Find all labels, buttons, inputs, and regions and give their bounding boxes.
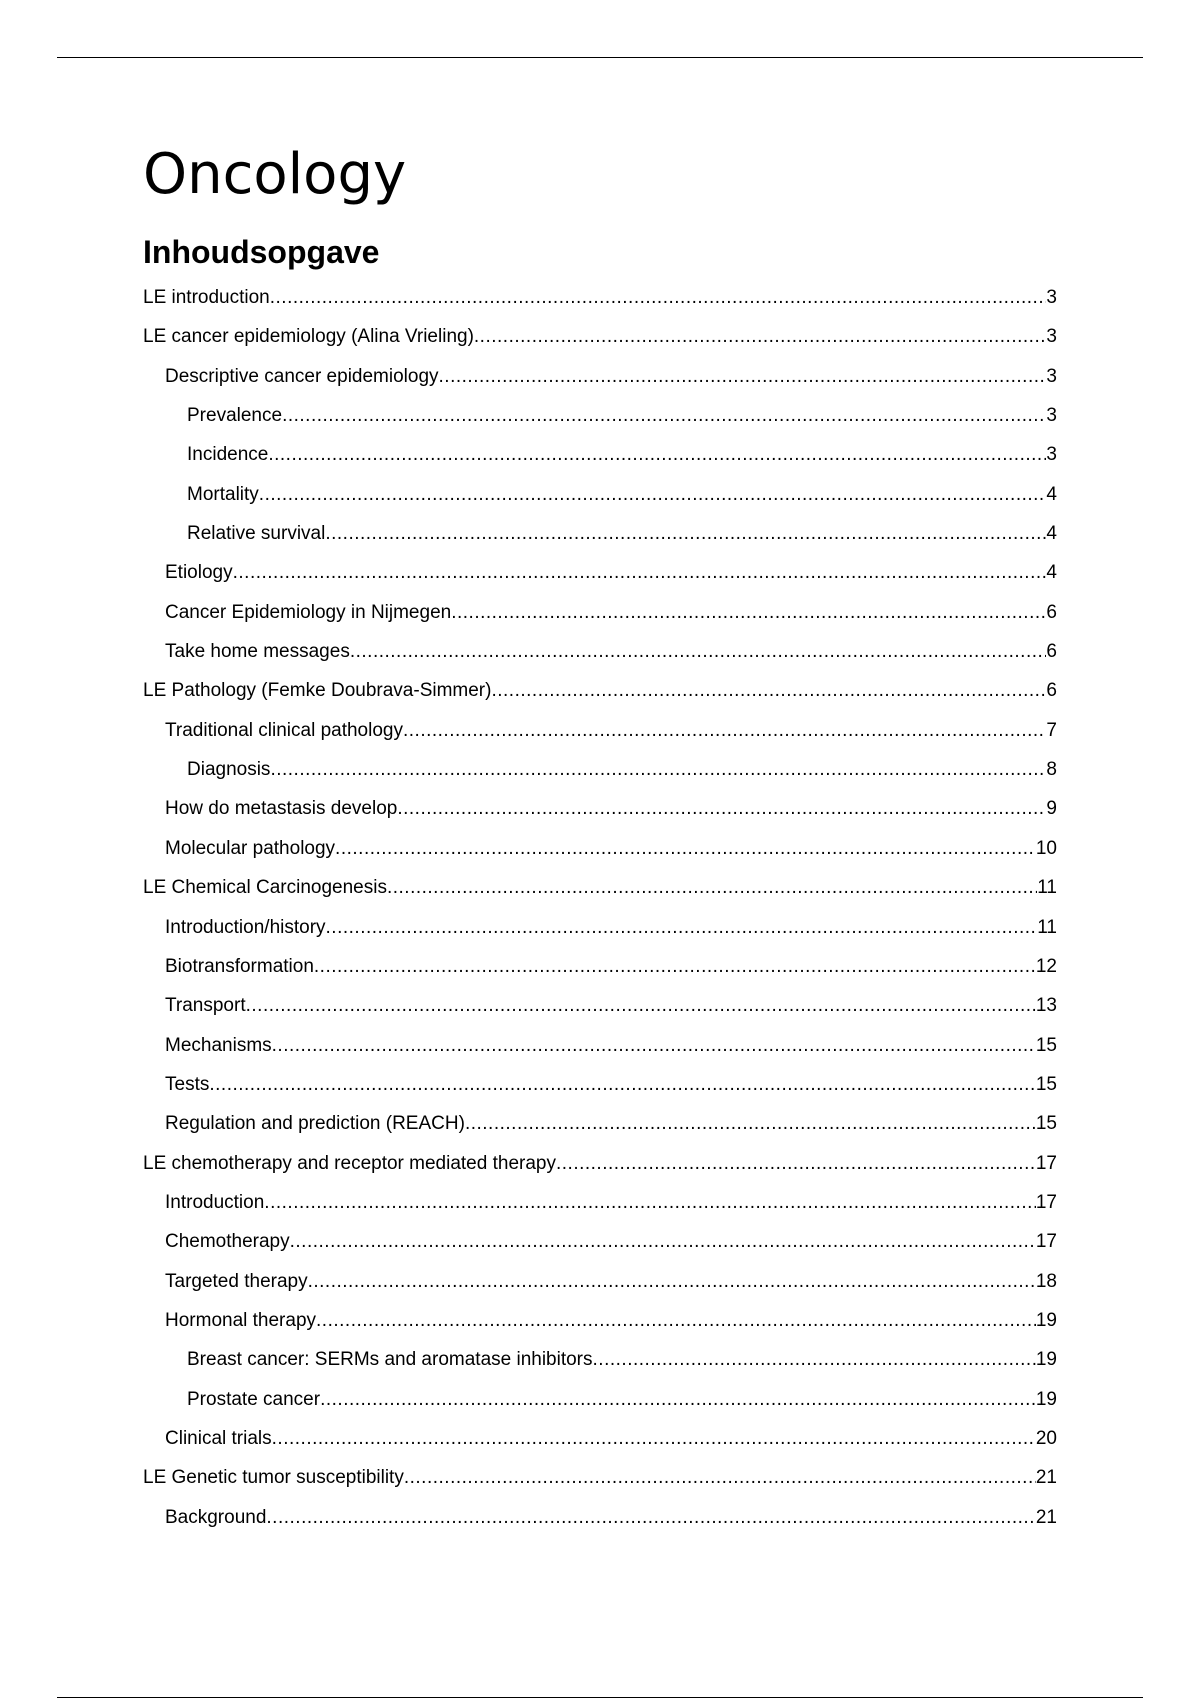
toc-entry-label: Incidence [187,444,269,466]
toc-entry-page-number: 3 [1046,444,1057,466]
toc-entry-label: LE Pathology (Femke Doubrava-Simmer) [143,680,492,702]
toc-entry-label: Diagnosis [187,759,271,781]
toc-entry[interactable] [143,1028,1057,1067]
toc-dot-leader [491,673,1046,709]
toc-entry[interactable] [143,870,1057,909]
toc-entry[interactable] [143,398,1057,437]
toc-dot-leader [270,280,1047,316]
toc-entry-page-number: 6 [1046,641,1057,663]
toc-dot-leader [326,910,1038,946]
toc-entry[interactable] [143,359,1057,398]
toc-entry-label: Hormonal therapy [165,1309,317,1331]
toc-dot-leader [233,555,1047,591]
toc-entry-page-number: 11 [1037,916,1057,938]
toc-entry[interactable] [143,1224,1057,1263]
toc-entry-label: Take home messages [165,641,350,663]
toc-entry[interactable] [143,713,1057,752]
toc-dot-leader [209,1067,1036,1103]
toc-entry[interactable] [143,477,1057,516]
toc-entry-page-number: 17 [1035,1191,1057,1213]
toc-dot-leader [350,634,1047,670]
toc-entry-page-number: 6 [1046,680,1057,702]
toc-dot-leader [593,1342,1036,1378]
toc-entry[interactable] [143,1382,1057,1421]
toc-entry-label: Clinical trials [165,1427,272,1449]
toc-entry-label: Cancer Epidemiology in Nijmegen [165,601,452,623]
toc-entry-label: Biotransformation [165,955,314,977]
toc-dot-leader [270,752,1046,788]
toc-entry-page-number: 19 [1035,1388,1057,1410]
toc-entry-page-number: 3 [1046,326,1057,348]
toc-entry-label: Breast cancer: SERMs and aromatase inhibitors [187,1349,593,1371]
toc-entry[interactable] [143,634,1057,673]
toc-entry-label: Background [165,1506,267,1528]
toc-entry[interactable] [143,1106,1057,1145]
toc-entry-label: Traditional clinical pathology [165,719,403,741]
toc-entry-label: Regulation and prediction (REACH) [165,1113,465,1135]
toc-entry[interactable] [143,1264,1057,1303]
toc-entry[interactable] [143,791,1057,830]
toc-entry[interactable] [143,1303,1057,1342]
toc-entry-label: Mechanisms [165,1034,272,1056]
toc-entry-page-number: 19 [1035,1349,1057,1371]
toc-dot-leader [290,1224,1036,1260]
toc-dot-leader [272,1028,1036,1064]
toc-dot-leader [439,359,1047,395]
toc-entry[interactable] [143,437,1057,476]
toc-entry-label: LE introduction [143,287,270,308]
toc-dot-leader [325,516,1046,552]
toc-dot-leader [266,1500,1035,1536]
document-title: Oncology [143,142,407,207]
toc-entry-page-number: 15 [1035,1034,1057,1056]
toc-dot-leader [556,1146,1036,1182]
toc-entry-label: Introduction [165,1191,265,1213]
toc-dot-leader [474,319,1047,355]
toc-entry-label: Targeted therapy [165,1270,308,1292]
toc-entry[interactable] [143,1067,1057,1106]
toc-entry-page-number: 9 [1046,798,1057,820]
toc-entry-label: Introduction/history [165,916,326,938]
table-of-contents [143,280,1057,1539]
toc-entry[interactable] [143,555,1057,594]
toc-entry-label: Prostate cancer [187,1388,321,1410]
toc-entry-page-number: 7 [1046,719,1057,741]
toc-entry-label: Tests [165,1073,210,1095]
toc-entry[interactable] [143,673,1057,712]
toc-dot-leader [246,988,1036,1024]
toc-entry-page-number: 20 [1035,1427,1057,1449]
toc-dot-leader [308,1264,1036,1300]
toc-entry-page-number: 19 [1035,1309,1057,1331]
toc-dot-leader [259,477,1047,513]
toc-entry-page-number: 13 [1035,995,1057,1017]
footer-rule [57,1697,1143,1698]
toc-entry-label: LE Genetic tumor susceptibility [143,1467,404,1489]
toc-dot-leader [404,1460,1036,1496]
toc-entry-page-number: 10 [1035,837,1057,859]
toc-entry[interactable] [143,319,1057,358]
toc-dot-leader [272,1421,1036,1457]
toc-entry-label: Prevalence [187,405,283,427]
toc-entry[interactable] [143,595,1057,634]
toc-entry-page-number: 18 [1035,1270,1057,1292]
toc-entry-page-number: 15 [1035,1113,1057,1135]
toc-entry-page-number: 21 [1035,1506,1057,1528]
toc-dot-leader [316,1303,1036,1339]
toc-entry-label: Chemotherapy [165,1231,290,1253]
toc-entry-label: LE Chemical Carcinogenesis [143,877,387,899]
toc-entry-page-number: 3 [1046,287,1057,308]
toc-entry-page-number: 4 [1046,483,1057,505]
toc-heading: Inhoudsopgave [143,234,380,270]
toc-entry-label: Descriptive cancer epidemiology [165,365,439,387]
toc-entry[interactable] [143,1342,1057,1381]
toc-entry-label: LE chemotherapy and receptor mediated therapy [143,1152,556,1174]
toc-entry[interactable] [143,910,1057,949]
toc-entry[interactable] [143,831,1057,870]
toc-entry-page-number: 4 [1046,562,1057,584]
toc-entry-page-number: 21 [1035,1467,1057,1489]
toc-entry[interactable] [143,1500,1057,1539]
toc-entry-label: LE cancer epidemiology (Alina Vrieling) [143,326,474,348]
toc-entry[interactable] [143,988,1057,1027]
toc-dot-leader [387,870,1037,906]
toc-entry[interactable] [143,516,1057,555]
toc-entry[interactable] [143,1460,1057,1499]
toc-dot-leader [465,1106,1036,1142]
toc-dot-leader [314,949,1036,985]
toc-entry-label: Mortality [187,483,259,505]
toc-dot-leader [268,437,1046,473]
toc-entry-label: Molecular pathology [165,837,336,859]
header-rule [57,57,1143,58]
toc-entry-label: How do metastasis develop [165,798,398,820]
toc-entry-page-number: 17 [1035,1231,1057,1253]
toc-dot-leader [282,398,1046,434]
toc-entry[interactable] [143,949,1057,988]
toc-entry-page-number: 12 [1035,955,1057,977]
toc-entry[interactable] [143,1146,1057,1185]
toc-dot-leader [397,791,1046,827]
toc-entry-page-number: 6 [1046,601,1057,623]
toc-dot-leader [264,1185,1036,1221]
toc-entry-page-number: 4 [1046,523,1057,545]
toc-dot-leader [320,1382,1036,1418]
toc-dot-leader [451,595,1046,631]
toc-entry-page-number: 8 [1046,759,1057,781]
toc-entry-label: Relative survival [187,523,326,545]
toc-entry-page-number: 11 [1037,877,1057,899]
toc-entry[interactable] [143,280,1057,319]
toc-dot-leader [403,713,1046,749]
toc-entry-page-number: 15 [1035,1073,1057,1095]
toc-dot-leader [335,831,1036,867]
toc-entry-label: Etiology [165,562,233,584]
toc-entry[interactable] [143,1421,1057,1460]
toc-entry-page-number: 17 [1035,1152,1057,1174]
toc-entry[interactable] [143,1185,1057,1224]
toc-entry[interactable] [143,752,1057,791]
toc-entry-page-number: 3 [1046,365,1057,387]
toc-entry-label: Transport [165,995,246,1017]
toc-entry-page-number: 3 [1046,405,1057,427]
